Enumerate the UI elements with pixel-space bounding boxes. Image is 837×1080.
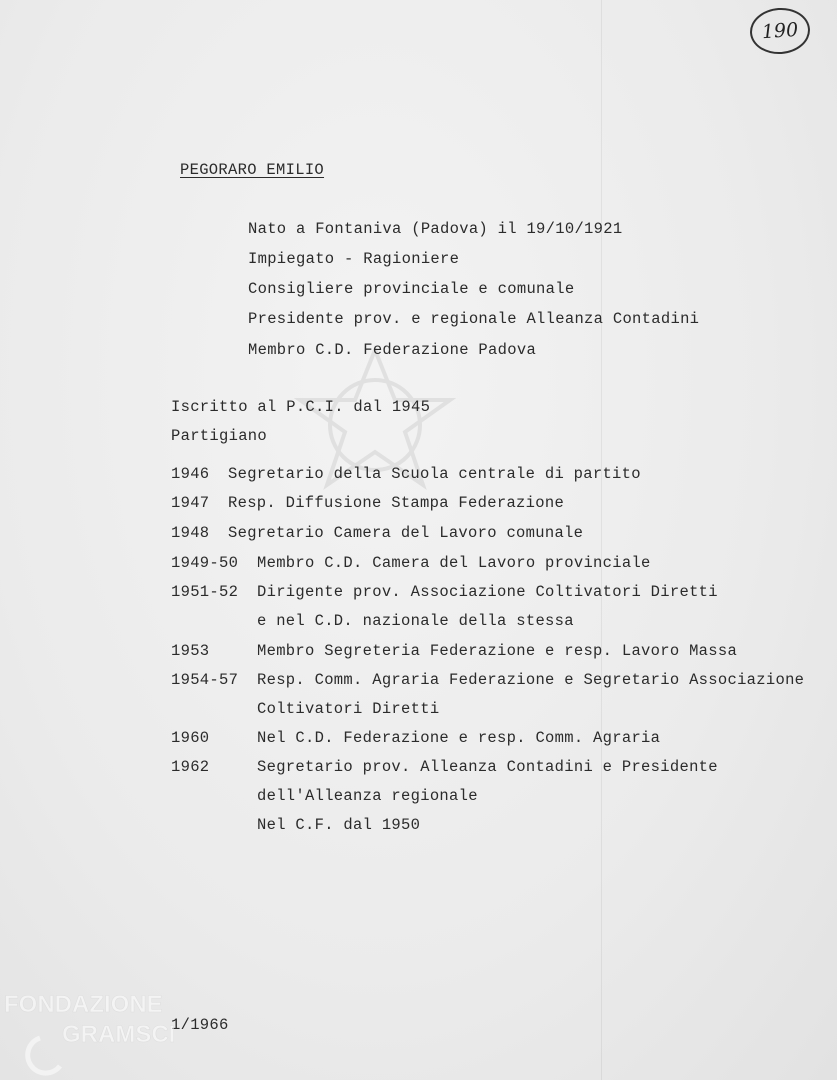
detail-line: Impiegato - Ragioniere — [248, 250, 460, 268]
page-number-stamp — [748, 6, 811, 56]
watermark-line1: FONDAZIONE — [4, 991, 163, 1018]
career-description: Segretario prov. Alleanza Contadini e Presidente — [257, 758, 718, 776]
career-year: 1946 — [171, 465, 210, 483]
career-description: e nel C.D. nazionale della stessa — [257, 612, 574, 630]
career-year: 1953 — [171, 642, 210, 660]
faint-emblem-watermark — [285, 340, 465, 510]
career-description: Segretario Camera del Lavoro comunale — [228, 524, 584, 542]
detail-line: Consigliere provinciale e comunale — [248, 280, 575, 298]
career-year: 1949-50 — [171, 554, 239, 572]
career-description: Membro Segreteria Federazione e resp. Lavoro Massa — [257, 642, 738, 660]
detail-line: Presidente prov. e regionale Alleanza Contadini — [248, 310, 700, 328]
detail-line: Nato a Fontaniva (Padova) il 19/10/1921 — [248, 220, 623, 238]
career-year: 1960 — [171, 729, 210, 747]
career-year: 1948 — [171, 524, 210, 542]
page-number: 190 — [761, 18, 799, 44]
fondazione-gramsci-watermark — [0, 990, 220, 1080]
membership-line: Partigiano — [171, 427, 268, 445]
career-year: 1954-57 — [171, 671, 239, 689]
career-description: Nel C.F. dal 1950 — [257, 816, 421, 834]
document-date: 1/1966 — [171, 1016, 229, 1034]
career-description: Nel C.D. Federazione e resp. Comm. Agraria — [257, 729, 661, 747]
membership-line: Iscritto al P.C.I. dal 1945 — [171, 398, 431, 416]
career-description: Resp. Diffusione Stampa Federazione — [228, 494, 565, 512]
career-description: Segretario della Scuola centrale di partito — [228, 465, 641, 483]
career-description: Coltivatori Diretti — [257, 700, 440, 718]
career-description: Dirigente prov. Associazione Coltivatori Diretti — [257, 583, 718, 601]
career-year: 1951-52 — [171, 583, 239, 601]
page-crease — [601, 0, 602, 1080]
detail-line: Membro C.D. Federazione Padova — [248, 341, 537, 359]
watermark-line2: GRAMSCI — [62, 1021, 176, 1048]
career-description: Membro C.D. Camera del Lavoro provinciale — [257, 554, 651, 572]
career-description: Resp. Comm. Agraria Federazione e Segretario Associazione — [257, 671, 805, 689]
career-description: dell'Alleanza regionale — [257, 787, 478, 805]
career-year: 1947 — [171, 494, 210, 512]
career-year: 1962 — [171, 758, 210, 776]
person-name-heading: PEGORARO EMILIO — [180, 161, 325, 179]
